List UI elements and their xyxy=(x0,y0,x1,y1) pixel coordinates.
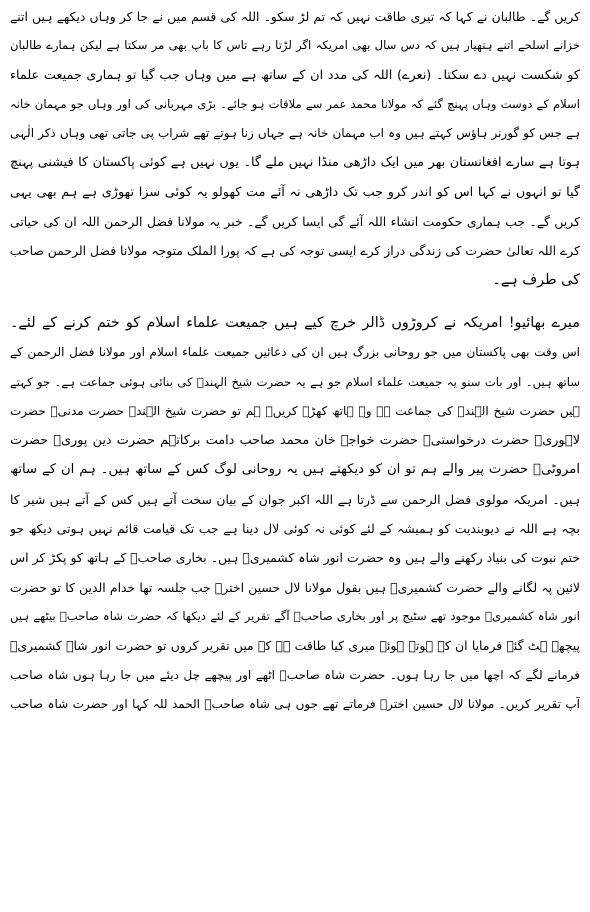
text-line: ساتھ ہیں۔ اور بات سنو یہ جمیعت علماء اسلام جو ہے یہ حضرت شیخ الہندؒ کی بنائی ہوئی جماعت ہے۔ جو کہتے xyxy=(10,374,580,389)
text-line: کرے اللہ تعالیٰ حضرت کی زندگی دراز کرے ایسی توجہ کی ہے کہ پورا الملک متوجہ مولانا فضل الرحمن صاحب xyxy=(10,243,580,259)
text-line: کریں گے۔ جب ہماری حکومت انشاء اللہ آئے گی ایسا کریں گے۔ خبر یہ مولانا فضل الرحمن اللہ ان کی حیاتی xyxy=(10,214,580,230)
paragraph-gap xyxy=(10,295,580,309)
text-line: لاہوریؒ حضرت درخواستیؒ حضرت خواجہ خان محمد صاحب دامت برکاتہم حضرت دین پوریؒ حضرت xyxy=(10,433,580,449)
text-line: بچہ ہے اللہ نے دیوبندیت کو ہمیشہ کے لئے کوئی نہ کوئی لال دینا ہے جب تک قیامت قائم نہیں ہوتی دیکھ جو xyxy=(10,521,580,537)
text-line: خزانے اسلحے اتنے ہتھیار ہیں کہ دس سال بھی امریکہ اگر لڑتا رہے تاس کا باپ بھی مر سکتا ہے لیکن ہمارے طالبان xyxy=(10,38,580,53)
text-line: ختم نبوت کی بنیاد رکھنے والے ہیں وہ حضرت انور شاہ کشمیریؒ ہیں۔ بخاری صاحبؒ کے ہاتھ کو پکڑ کر اس xyxy=(10,550,580,566)
text-line: فرمانے لگے کہ اچھا میں جا رہا ہوں۔ حضرت شاہ صاحبؒ اٹھے اور پیچھے چل دیئے میں جا رہا ہوں شاہ صاحب xyxy=(10,667,580,682)
text-line: ہے جس کو گورنر ہاؤس کہتے ہیں وہ اب مہمان خانہ ہے جہاں زنا ہوتے تھے شراب پی جاتی تھی وہاں ذکر الٰہی xyxy=(10,126,580,141)
text-line: امروٹیؒ حضرت پیر والے ہم تو ان کو دیکھتے ہیں یہ روحانی لوگ کس کے ساتھ ہیں۔ ہم ان کے ساتھ xyxy=(10,462,580,478)
text-line: ہیں حضرت شیخ الہندؒ کی جماعت ہے وہ ہاتھ کھڑے کریں۔ ہم تو حضرت شیخ الہندؒ حضرت مدنیؒ حضرت xyxy=(10,403,580,418)
text-line: لائین پہ لگانے والے حضرت کشمیریؒ ہیں بقول مولانا لال حسین اخترؒ جب جلسہ تھا خدام الدین کا تو حضرت xyxy=(10,579,580,595)
paragraph-taliban-visit xyxy=(10,2,580,295)
text-line: میرے بھائیو! امریکہ نے کروڑوں ڈالر خرچ کیے ہیں جمیعت علماء اسلام کو ختم کرنے کے لئے۔ xyxy=(10,314,580,331)
paragraph-jamiat-ulema xyxy=(10,309,580,719)
text-line: ہوتا ہے سارے افغانستان بھر میں ایک داڑھی منڈا نہیں ملے گا۔ یوں نہیں ہے کوئی پاکستان کا فیشنی پہنچ xyxy=(10,155,580,171)
text-line: اسلام کے دوست وہاں پہنچ گئے کہ مولانا محمد عمر سے ملاقات ہو جائے۔ بڑی مہربانی کی اور وہاں جو مہمان خانہ xyxy=(10,96,580,111)
text-line: اس وقت بھی پاکستان میں جو روحانی بزرگ ہیں ان کی دعائیں جمیعت علماء اسلام اور مولانا فضل الرحمن کے xyxy=(10,345,580,360)
text-line: کی طرف ہے۔ xyxy=(492,271,580,288)
text-line: پیچھے ہٹ گئے فرمایا ان کے ہوتے ہوئے میری کیا طاقت ہے کہ میں تقریر کروں تو حضرت انور شاہ کشمیریؒ xyxy=(10,638,580,654)
text-line: ہیں۔ امریکہ مولوی فضل الرحمن سے ڈرتا ہے اللہ اکبر جوان کے بیان سخت آتے ہیں کس کے آتے ہیں شیر کا xyxy=(10,491,580,507)
text-line: کریں گے۔ طالبان نے کہا کہ تیری طاقت نہیں کہ تم لڑ سکو۔ اللہ کی قسم میں نے جا کر وہاں دیکھے ہیں اتنے xyxy=(10,9,580,24)
text-line: گیا تو انہوں نے کہا اس کو اندر کرو جب تک داڑھی نہ آئے مت کھولو یہ کوئی سزا تھوڑی ہے ہم بھی یہی xyxy=(10,184,580,200)
text-line: کو شکست نہیں دے سکتا۔ (نعرے) اللہ کی مدد ان کے ساتھ ہے میں وہاں جب گیا تو ہماری جمیعت علماء xyxy=(10,67,580,83)
text-line: آپ تقریر کریں۔ مولانا لال حسین اخترؒ فرماتے تھے جوں ہی شاہ صاحبؒ الحمد للہ کہا اور حضرت شاہ صاحب xyxy=(10,696,580,711)
text-line: انور شاہ کشمیریؒ موجود تھے سٹیج پر اور بخاری صاحبؒ آگے تقریر کے لئے دیکھا کہ حضرت شاہ صاحبؒ بیٹھے ہیں xyxy=(10,608,580,623)
